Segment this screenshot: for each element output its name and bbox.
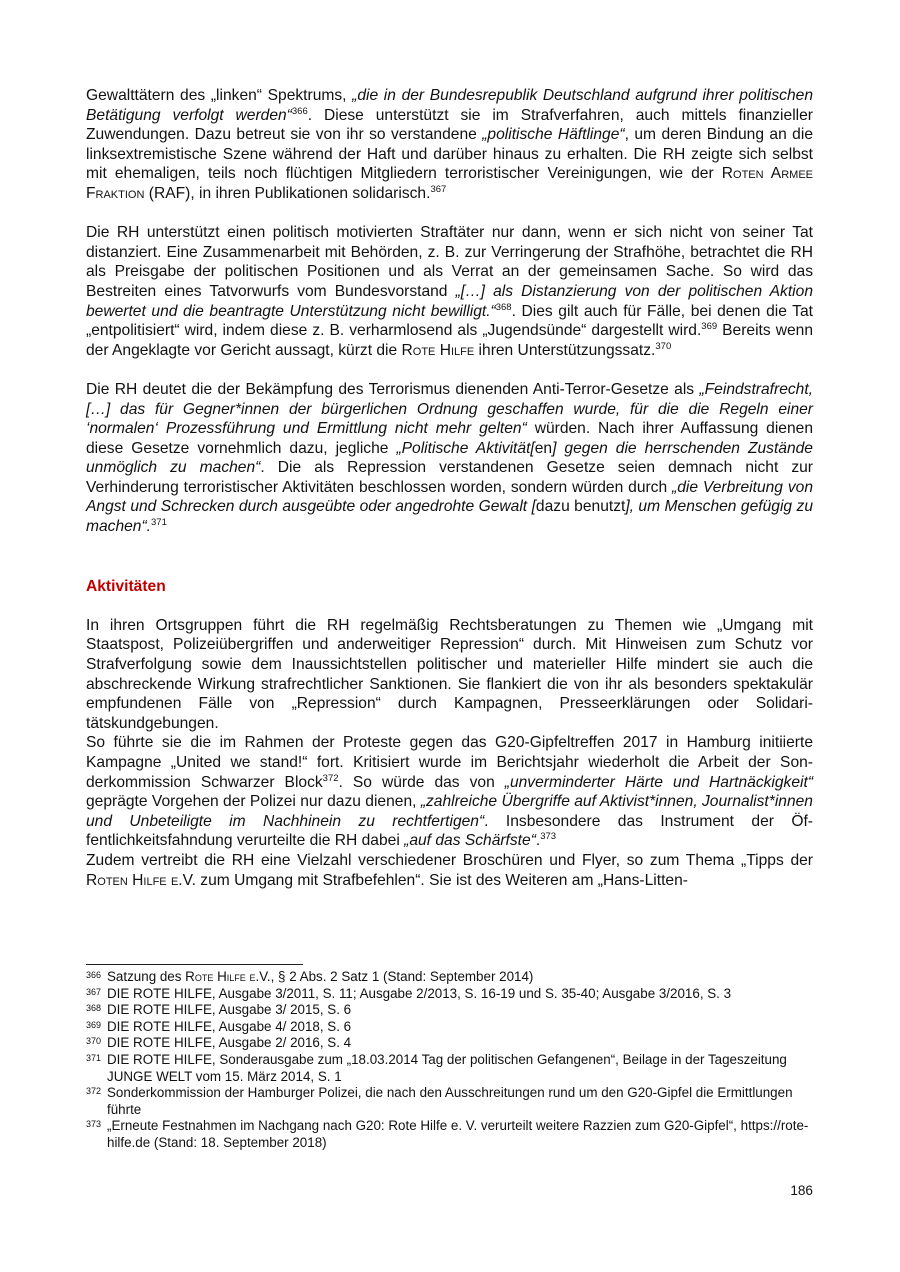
footnote-divider: [86, 964, 303, 965]
footnote-370: 370 DIE ROTE HILFE, Ausgabe 2/ 2016, S. 4: [86, 1035, 352, 1051]
footnote-372: 372 Sonderkommission der Hamburger Polizei, die nach den Ausschreitungen rund um den G20-Gipfel die Ermittlungen führte: [86, 1085, 793, 1117]
footnote-ref-370[interactable]: 370: [655, 340, 672, 352]
paragraph-1: Gewalttätern des „linken“ Spektrums, „die in der Bundesrepublik Deutschland aufgrund ihrer politischen Betätigung verfolgt werden“$^{366}$. Diese unterstützt sie im Strafverfahren, auch mittels finanzieller Zuwendungen. Dazu betreut sie von ihr so verstandene „politische Häftlinge“, um deren Bindung an die linksextremistische Szene während der Haft und darüber hinaus zu erhalten. Die RH zeigte sich selbst mit ehemaligen, teils noch flüchtigen Mitgliedern terroristischer Vereinigungen, wie der Roten Armee Fraktion (RAF), in ihren Publikationen solidarisch.$^{367}$: [86, 87, 813, 202]
paragraph-3: Die RH deutet die der Bekämpfung des Terrorismus dienenden Anti-Terror-Gesetze als „Feindstrafrecht, […] das für Gegner*innen der bürgerlichen Ordnung geschaffen wurde, für die die Regeln einer ‘normalen‘ Prozessführung und Ermittlung nicht mehr gelten“ würden. Nach ihrer Auffassung dienen diese Gesetze vornehmlich dazu, jegliche „Politische Aktivität[en] gegen die herrschenden Zustände unmöglich zu machen“. Die als Repression verstandenen Gesetze seien demnach nicht zur Verhinderung terroristischer Aktivitäten beschlossen worden, sondern würden durch „die Verbreitung von Angst und Schrecken durch ausgeübte oder angedrohte Gewalt [dazu benutzt], um Menschen gefügig zu machen“.$^{371}$: [86, 380, 813, 536]
footnote-373: 373 „Erneute Festnahmen im Nachgang nach G20: Rote Hilfe e. V. verurteilt weitere Razzien zum G20-Gipfel“, https://rote-hilfe.de (Stand: 18. September 2018): [86, 1118, 809, 1150]
footnotes: [86, 964, 813, 1152]
footnote-369: 369 DIE ROTE HILFE, Ausgabe 4/ 2018, S. 6: [86, 1018, 352, 1034]
footnote-366: 366 Satzung des Rote Hilfe e.V., § 2 Abs. 2 Satz 1 (Stand: September 2014): [86, 969, 534, 984]
footnote-367: 367 DIE ROTE HILFE, Ausgabe 3/2011, S. 11; Ausgabe 2/2013, S. 16-19 und S. 35-40; Ausgabe 3/2016, S. 3: [86, 985, 732, 1001]
paragraph-2: Die RH unterstützt einen politisch motivierten Straftäter nur dann, wenn er sich nicht von seiner Tat distanziert. Eine Zusammenarbeit mit Behörden, z. B. zur Verringerung der Strafhöhe, betrachtet die RH als Preisgabe der politischen Positionen und als Verrat an der gemeinsamen Sache. So wird das Bestreiten eines Tatvorwurfs vom Bundesvorstand „[…] als Distanzierung von der politischen Aktion bewertet und die beantragte Unterstützung nicht bewilligt.“$^{368}$. Dies gilt auch für Fälle, bei denen die Tat „entpolitisiert“ wird, indem diese z. B. verharmlosend als „Jugendsünde“ dargestellt wird.$^{369}$ Bereits wenn der Angeklagte vor Gericht aussagt, kürzt die Rote Hilfe ihren Unterstützungssatz.$^{370}$: [86, 224, 813, 359]
paragraph-6: Zudem vertreibt die RH eine Vielzahl verschiedener Broschüren und Flyer, so zum Thema „Tipps der Roten Hilfe e.V. zum Umgang mit Strafbefehlen“. Sie ist des Weiteren am „Hans-Litten-: [86, 851, 813, 889]
footnote-ref-368[interactable]: 368: [495, 301, 512, 313]
paragraph-5: So führte sie die im Rahmen der Proteste gegen das G20-Gipfeltreffen 2017 in Hamburg initiierte Kampagne „United we stand!“ fort. Kritisiert wurde im Berichtsjahr wiederholt die Arbeit der Sonderkommission Schwarzer Block$^{372}$. So würde das von „unverminderter Härte und Hartnäckigkeit“ geprägte Vorgehen der Polizei nur dazu dienen, „zahlreiche Übergriffe auf Aktivist*innen, Journalist*innen und Unbeteiligte im Nachhinein zu rechtfertigen“. Insbesondere das Instrument der Öffentlichkeitsfahndung verurteilte die RH dabei „auf das Schärfste“.$^{373}$: [86, 734, 814, 850]
footnote-368: 368 DIE ROTE HILFE, Ausgabe 3/ 2015, S. 6: [86, 1002, 352, 1018]
document-body: [86, 86, 813, 890]
footnote-ref-369[interactable]: 369: [701, 321, 718, 333]
footnote-ref-366[interactable]: 366: [291, 105, 308, 117]
footnote-ref-372[interactable]: 372: [322, 772, 339, 784]
footnote-ref-367[interactable]: 367: [430, 183, 447, 195]
section-heading: Aktivitäten: [86, 577, 166, 595]
paragraph-4: In ihren Ortsgruppen führt die RH regelmäßig Rechtsberatungen zu Themen wie „Umgang mit Staatspost, Polizeiübergriffen und anderweitiger Repression“ durch. Mit Hinweisen zum Schutz vor Strafverfolgung sowie dem Inaussichtstellen politischer und materieller Hilfe mindert sie auch die abschreckende Wirkung strafrechtlicher Sanktionen. Sie flankiert die von ihr als besonders spektakulär empfundenen Fälle von „Repression“ durch Kampagnen, Presseerklärungen oder Solidaritätskundgebungen.: [86, 616, 813, 732]
footnote-371: 371 DIE ROTE HILFE, Sonderausgabe zum „18.03.2014 Tag der politischen Gefangenen“, Beilage in der Tageszeitung JUNGE WELT vom 15. März 2014, S. 1: [86, 1051, 787, 1084]
footnote-ref-371[interactable]: 371: [151, 517, 167, 529]
footnote-ref-373[interactable]: 373: [540, 831, 557, 843]
page-number: 186: [790, 1183, 813, 1198]
